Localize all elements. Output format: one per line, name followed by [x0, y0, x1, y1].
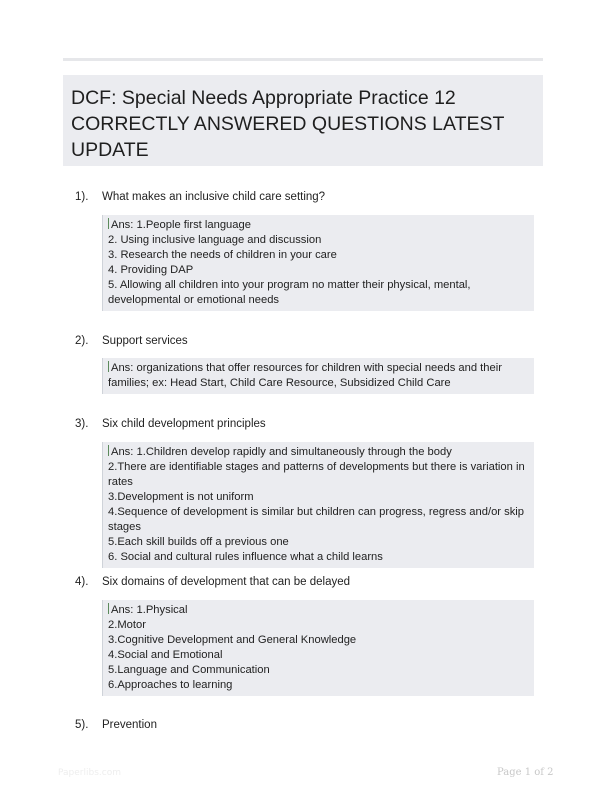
question-number: 2).: [75, 335, 89, 347]
answer-line: 5.Language and Communication: [108, 664, 270, 676]
answer-line: 4. Providing DAP: [108, 264, 194, 276]
question-text: Prevention: [102, 719, 157, 731]
answer-line: 2. Using inclusive language and discussion: [108, 234, 322, 246]
answer-line: 3.Development is not uniform: [108, 491, 254, 503]
answer-line: 2.There are identifiable stages and patterns of developments but there is variation in rates: [108, 461, 525, 488]
answer-line: 5.Each skill builds off a previous one: [108, 536, 289, 548]
answer-line: 4.Sequence of development is similar but children can progress, regress and/or skip stages: [108, 506, 525, 533]
text-cursor-marker: [108, 218, 109, 229]
answer-box-1: [102, 215, 534, 311]
question-number: 1).: [75, 191, 89, 203]
question-number: 3).: [75, 418, 89, 430]
page-title: DCF: Special Needs Appropriate Practice 12 CORRECTLY ANSWERED QUESTIONS LATEST UPDATE: [71, 87, 505, 161]
text-cursor-marker: [108, 361, 109, 372]
answer-box-2: [102, 358, 534, 394]
answer-line: Ans: 1.Physical: [108, 603, 530, 618]
answer-line: 5. Allowing all children into your program no matter their physical, mental, developmental or emotional needs: [108, 279, 471, 306]
answer-line: 2.Motor: [108, 619, 146, 631]
top-divider: [63, 58, 543, 61]
text-cursor-marker: [108, 603, 109, 614]
answer-box-3: [102, 442, 534, 568]
question-text: What makes an inclusive child care setting?: [102, 191, 326, 203]
answer-line: 3. Research the needs of children in your care: [108, 249, 337, 261]
question-text: Six child development principles: [102, 418, 266, 430]
answer-line: Ans: 1.People first language: [108, 218, 530, 233]
answer-line: 6. Social and cultural rules influence what a child learns: [108, 551, 383, 563]
question-number: 4).: [75, 576, 89, 588]
question-text: Support services: [102, 335, 188, 347]
answer-line: Ans: 1.Children develop rapidly and simultaneously through the body: [108, 445, 530, 460]
answer-box-4: [102, 600, 534, 696]
title-banner: [63, 75, 543, 166]
footer-watermark: Paperlibs.com: [58, 768, 121, 778]
answer-line: Ans: organizations that offer resources for children with special needs and their families; ex: Head Start, Child Care Resource, Subsidized Child Care: [108, 362, 502, 389]
answer-line: 3.Cognitive Development and General Knowledge: [108, 634, 357, 646]
text-cursor-marker: [108, 445, 109, 456]
page-number: Page 1 of 2: [497, 767, 554, 778]
question-number: 5).: [75, 719, 89, 731]
answer-line: 4.Social and Emotional: [108, 649, 223, 661]
question-text: Six domains of development that can be delayed: [102, 576, 351, 588]
answer-line: 6.Approaches to learning: [108, 679, 233, 691]
